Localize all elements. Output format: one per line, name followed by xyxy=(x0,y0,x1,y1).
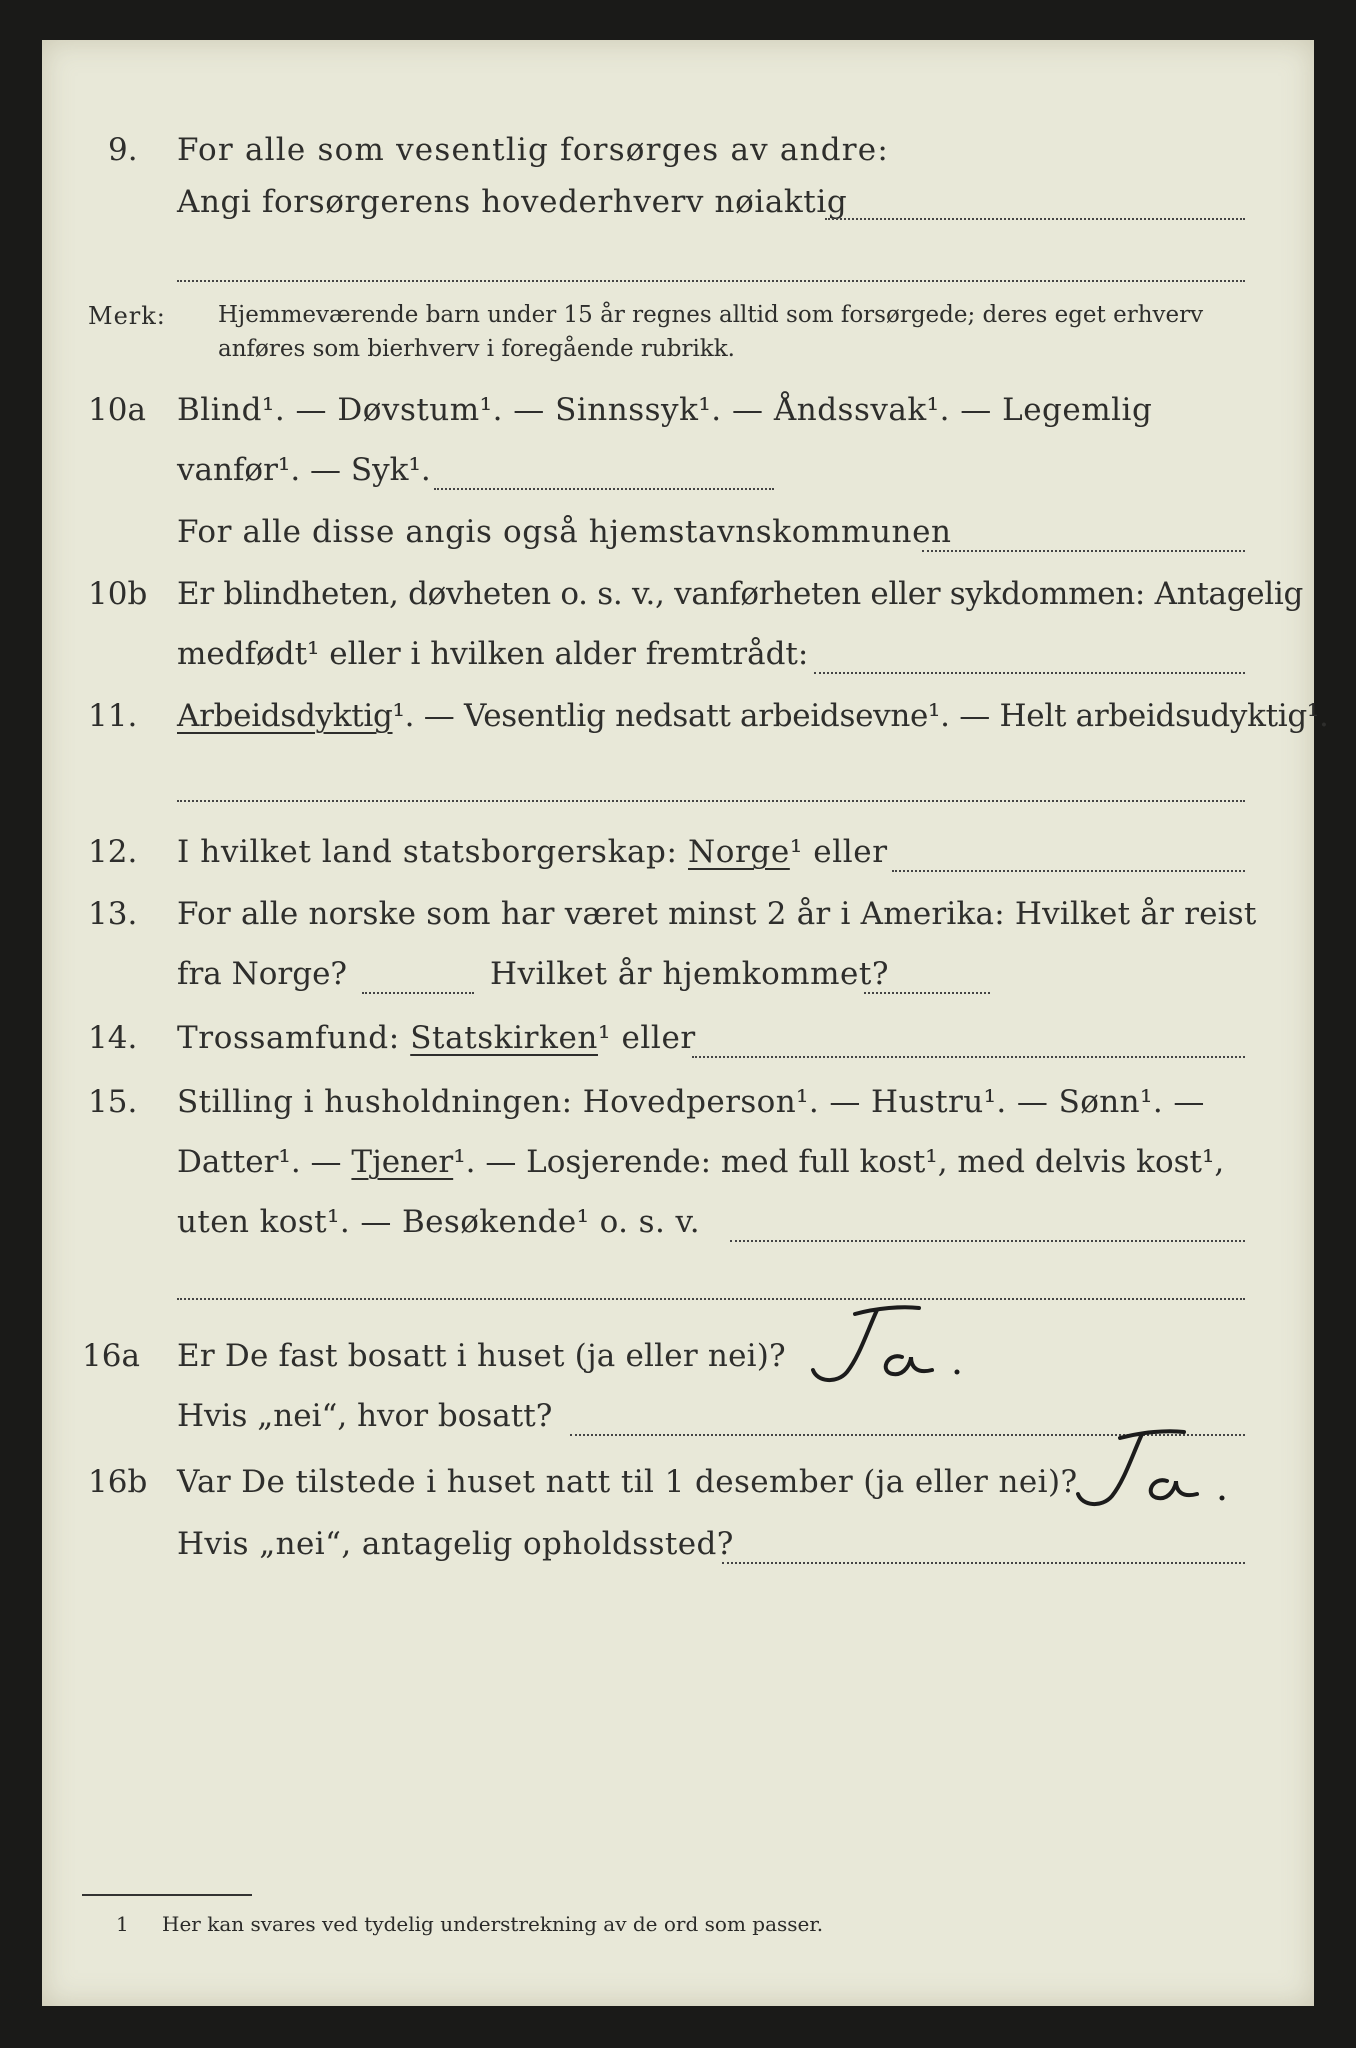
q10b-number: 10b xyxy=(88,576,148,612)
q14-answer-line[interactable] xyxy=(692,1056,1245,1058)
q10b-line1: Er blindheten, døvheten o. s. v., vanførheten eller sykdommen: Antagelig xyxy=(177,576,1304,612)
q14-number: 14. xyxy=(88,1020,138,1056)
q15-answer-line[interactable] xyxy=(730,1240,1245,1242)
q10a-number: 10a xyxy=(88,392,146,428)
q14-pre: Trossamfund: xyxy=(177,1020,400,1056)
q14-text xyxy=(177,1020,696,1056)
q10a-kommune-line[interactable] xyxy=(922,550,1245,552)
q10b-answer-line[interactable] xyxy=(814,672,1245,674)
q16b-opholdssted-line[interactable] xyxy=(722,1562,1245,1564)
q15-number: 15. xyxy=(88,1084,138,1120)
q9-answer-line[interactable] xyxy=(825,218,1245,220)
q15-line3: uten kost¹. — Besøkende¹ o. s. v. xyxy=(177,1204,700,1240)
q15-selected-option[interactable]: Tjener xyxy=(351,1144,454,1180)
q12-answer-line[interactable] xyxy=(892,870,1245,872)
merk-line1: Hjemmeværende barn under 15 år regnes alltid som forsørgede; deres eget erhverv xyxy=(218,302,1204,328)
footnote-mark: 1 xyxy=(116,1912,129,1936)
q9-number: 9. xyxy=(108,132,138,168)
q14-post: ¹ eller xyxy=(597,1020,696,1056)
q16a-line2: Hvis „nei“, hvor bosatt? xyxy=(177,1398,553,1434)
q14-selected-option[interactable]: Statskirken xyxy=(410,1020,598,1056)
q10a-line1: Blind¹. — Døvstum¹. — Sinnssyk¹. — Åndssvak¹. — Legemlig xyxy=(177,392,1153,428)
merk-label: Merk: xyxy=(88,302,166,330)
q12-pre: I hvilket land statsborgerskap: xyxy=(177,834,678,870)
q16a-number: 16a xyxy=(82,1338,140,1374)
q12-number: 12. xyxy=(88,834,138,870)
q13-reist-line[interactable] xyxy=(362,992,474,994)
q15-line2b: ¹. — Losjerende: med full kost¹, med delvis kost¹, xyxy=(453,1144,1225,1180)
q10a-syk-line[interactable] xyxy=(434,488,774,490)
q16b-handwritten-answer xyxy=(1072,1426,1232,1520)
q10a-line2: vanfør¹. — Syk¹. xyxy=(177,452,431,488)
q16a-handwritten-answer xyxy=(807,1302,967,1396)
q13-hjemkommet-line[interactable] xyxy=(864,992,990,994)
q13-line2b: Hvilket år hjemkommet? xyxy=(490,956,889,992)
q9-line1: For alle som vesentlig forsørges av andre: xyxy=(177,132,889,168)
q9-line2: Angi forsørgerens hovederhverv nøiaktig xyxy=(177,184,848,220)
q11-rest: ¹. — Vesentlig nedsatt arbeidsevne¹. — Helt arbeidsudyktig¹. xyxy=(392,698,1329,734)
q15-answer-line-2[interactable] xyxy=(177,1298,1245,1300)
q11-answer-line[interactable] xyxy=(177,800,1245,802)
q12-selected-option[interactable]: Norge xyxy=(688,834,790,870)
q11-selected-option[interactable]: Arbeidsdyktig xyxy=(177,698,393,734)
q11-text xyxy=(177,698,1329,734)
q13-line2a: fra Norge? xyxy=(177,956,348,992)
q9-answer-line-2[interactable] xyxy=(177,280,1245,282)
q16b-number: 16b xyxy=(88,1464,148,1500)
q12-post: ¹ eller xyxy=(789,834,888,870)
q16b-line1: Var De tilstede i huset natt til 1 desember (ja eller nei)? xyxy=(177,1464,1078,1500)
footnote-rule xyxy=(82,1894,252,1896)
q15-line2a: Datter¹. — xyxy=(177,1144,342,1180)
census-form-page xyxy=(42,40,1329,2006)
q11-number: 11. xyxy=(88,698,138,734)
q15-line1: Stilling i husholdningen: Hovedperson¹. — Hustru¹. — Sønn¹. — xyxy=(177,1084,1205,1120)
q16b-line2: Hvis „nei“, antagelig opholdssted? xyxy=(177,1526,734,1562)
q13-number: 13. xyxy=(88,896,138,932)
q13-line1: For alle norske som har været minst 2 år i Amerika: Hvilket år reist xyxy=(177,896,1257,932)
q16a-line1: Er De fast bosatt i huset (ja eller nei)? xyxy=(177,1338,786,1374)
q10b-line2: medfødt¹ eller i hvilken alder fremtrådt: xyxy=(177,636,809,672)
q15-line2 xyxy=(177,1144,1224,1180)
footnote-text: Her kan svares ved tydelig understrekning av de ord som passer. xyxy=(162,1912,824,1936)
q12-text xyxy=(177,834,888,870)
q10a-line3: For alle disse angis også hjemstavnskommunen xyxy=(177,514,952,550)
merk-line2: anføres som bierhverv i foregående rubrikk. xyxy=(218,336,735,362)
